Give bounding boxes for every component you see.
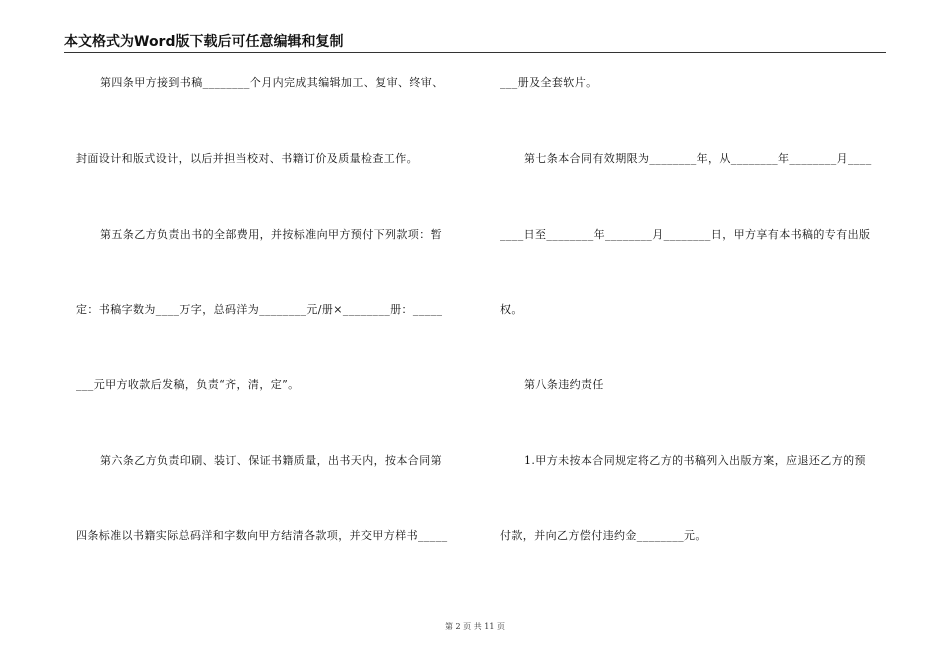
left-line-4: 定：书稿字数为____万字，总码洋为________元/册×________册：_____ xyxy=(76,303,443,316)
right-line-2: 第七条本合同有效期限为________年，从________年________月____ xyxy=(524,152,872,165)
right-line-3: ____日至________年________月________日，甲方享有本书稿的专有出版 xyxy=(500,228,871,241)
right-line-7: 付款，并向乙方偿付违约金________元。 xyxy=(500,529,707,542)
left-line-2: 封面设计和版式设计，以后并担当校对、书籍订价及质量检查工作。 xyxy=(76,152,418,165)
page-number: 第 2 页 共 11 页 xyxy=(445,622,505,631)
page-header xyxy=(64,34,886,53)
header-title: 本文格式为Word版下载后可任意编辑和复制 xyxy=(64,34,344,50)
left-line-5: ___元甲方收款后发稿，负责“齐，清，定”。 xyxy=(76,378,300,391)
right-line-4: 权。 xyxy=(500,303,523,316)
right-line-6: 1.甲方未按本合同规定将乙方的书稿列入出版方案，应退还乙方的预 xyxy=(524,454,866,467)
right-line-5: 第八条违约责任 xyxy=(524,378,604,391)
right-line-1: ___册及全套软片。 xyxy=(500,76,598,89)
left-line-3: 第五条乙方负责出书的全部费用，并按标准向甲方预付下列款项：暂 xyxy=(100,228,442,241)
left-line-1: 第四条甲方接到书稿________个月内完成其编辑加工、复审、终审、 xyxy=(100,76,444,89)
left-line-6: 第六条乙方负责印刷、装订、保证书籍质量，出书天内，按本合同第 xyxy=(100,454,442,467)
left-line-7: 四条标准以书籍实际总码洋和字数向甲方结清各款项，并交甲方样书_____ xyxy=(76,529,448,542)
